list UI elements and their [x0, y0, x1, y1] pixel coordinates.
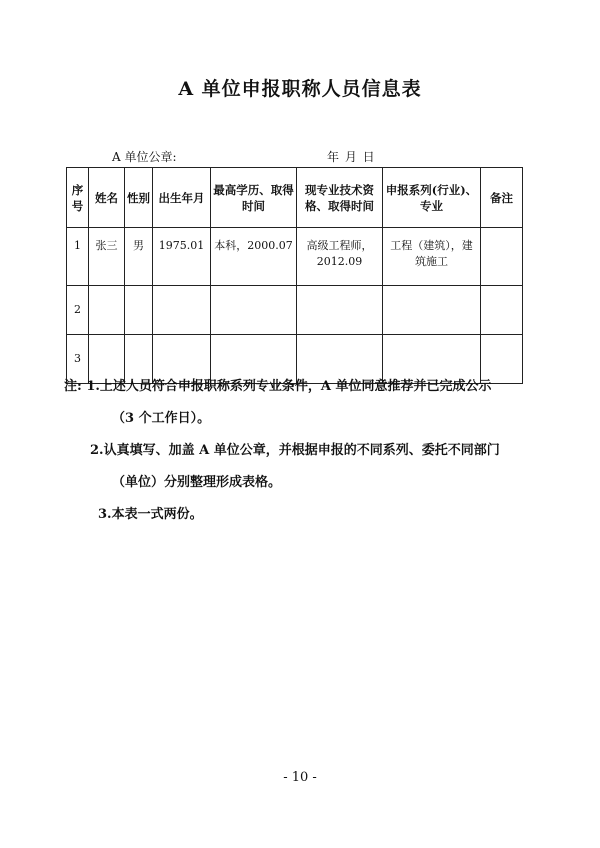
cell-qualification — [297, 286, 383, 335]
note-1-continued: （3 个工作日）。 — [112, 411, 211, 426]
header-seq: 序号 — [67, 168, 89, 228]
cell-remarks — [481, 228, 523, 286]
date-label: 年 月 日 — [327, 150, 376, 164]
header-birth: 出生年月 — [153, 168, 211, 228]
cell-gender: 男 — [125, 228, 153, 286]
header-series: 申报系列(行业)、专业 — [383, 168, 481, 228]
cell-gender — [125, 286, 153, 335]
page-number: - 10 - — [283, 770, 317, 785]
unit-seal-label: A 单位公章: — [112, 150, 177, 164]
cell-birth — [153, 286, 211, 335]
header-qualification: 现专业技术资格、取得时间 — [297, 168, 383, 228]
cell-remarks — [481, 286, 523, 335]
page-title: A 单位申报职称人员信息表 — [178, 78, 422, 100]
cell-series — [383, 286, 481, 335]
cell-education: 本科，2000.07 — [211, 228, 297, 286]
cell-name: 张三 — [89, 228, 125, 286]
cell-seq: 3 — [67, 335, 89, 384]
note-2-continued: （单位）分别整理形成表格。 — [112, 475, 282, 490]
table-row — [67, 228, 523, 286]
note-2: 2.认真填写、加盖 A 单位公章，并根据申报的不同系列、委托不同部门 — [90, 443, 500, 458]
cell-series: 工程（建筑），建筑施工 — [383, 228, 481, 286]
cell-birth: 1975.01 — [153, 228, 211, 286]
cell-seq: 1 — [67, 228, 89, 286]
seal-date-line — [112, 148, 532, 165]
header-gender: 性别 — [125, 168, 153, 228]
header-education: 最高学历、取得时间 — [211, 168, 297, 228]
cell-name — [89, 286, 125, 335]
header-remarks: 备注 — [481, 168, 523, 228]
note-1: 注: 1.上述人员符合申报职称系列专业条件，A 单位同意推荐并已完成公示 — [64, 379, 492, 394]
cell-seq: 2 — [67, 286, 89, 335]
table-header-row — [67, 168, 523, 228]
applicant-info-table — [66, 167, 523, 384]
cell-qualification: 高级工程师，2012.09 — [297, 228, 383, 286]
cell-education — [211, 286, 297, 335]
header-name: 姓名 — [89, 168, 125, 228]
note-3: 3.本表一式两份。 — [98, 507, 203, 522]
table-row — [67, 286, 523, 335]
